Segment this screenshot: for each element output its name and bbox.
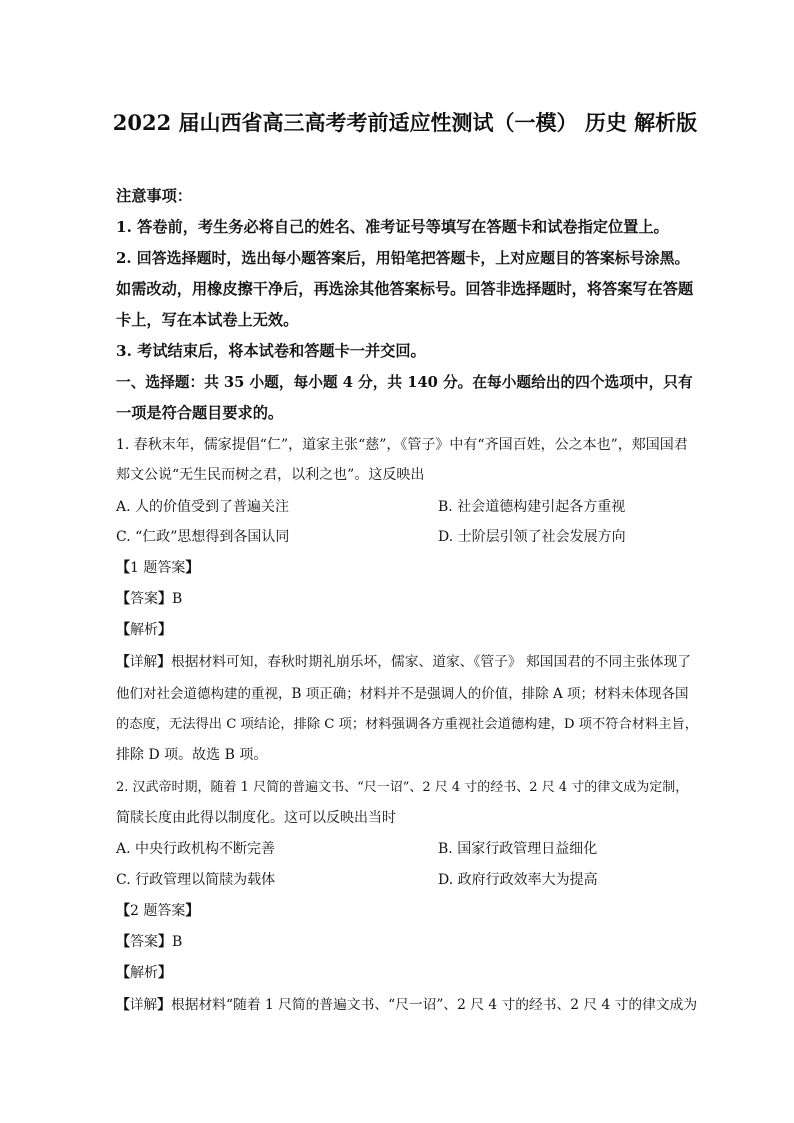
q2-answer: 【答案】B [116,934,183,950]
q1-answer: 【答案】B [116,591,183,607]
q2-stem-line-1: 2. 汉武帝时期，随着 1 尺简的普遍文书、“尺一诏”、2 尺 4 寸的经书、2 尺 4 寸的律文成为定制， [116,780,689,795]
q1-detail-line-1: 【详解】根据材料可知，春秋时期礼崩乐坏，儒家、道家、《管子》 郏国国君的不同主张体现了 [116,654,692,670]
q1-option-c: C. “仁政”思想得到各国认同 [116,529,290,545]
q1-option-b: B. 社会道德构建引起各方重视 [438,499,626,515]
notice-item-1: 1. 答卷前，考生务必将自己的姓名、准考证号等填写在答题卡和试卷指定位置上。 [116,218,669,236]
q1-detail-line-3: 的态度，无法得出 C 项结论，排除 C 项；材料强调各方重视社会道德构建，D 项不符合材料主旨， [116,717,698,732]
notice-item-2-line-3: 卡上，写在本试卷上无效。 [116,311,299,329]
q1-answer-tag: 【1 题答案】 [116,560,200,576]
q2-option-b: B. 国家行政管理日益细化 [438,841,598,857]
q2-option-d: D. 政府行政效率大为提高 [438,872,598,888]
q2-answer-value: B [172,934,183,950]
notice-item-2-line-2: 如需改动，用橡皮擦干净后，再选涂其他答案标号。回答非选择题时，将答案写在答题 [116,280,694,298]
q2-answer-tag: 【2 题答案】 [116,903,200,919]
q1-detail-line-2: 他们对社会道德构建的重视，B 项正确；材料并不是强调人的价值，排除 A 项；材料未体现各国 [116,686,689,702]
q1-option-d: D. 士阶层引领了社会发展方向 [438,529,626,545]
q1-stem-line-2: 郏文公说“无生民而树之君，以利之也”。这反映出 [116,467,425,483]
page-title: 2022 届山西省高三高考考前适应性测试（一模） 历史 解析版 [112,110,698,135]
q2-option-c: C. 行政管理以简牍为载体 [116,872,276,888]
notice-heading: 注意事项： [116,187,192,205]
q1-detail-line-4: 排除 D 项。故选 B 项。 [116,747,268,763]
notice-item-3: 3. 考试结束后，将本试卷和答题卡一并交回。 [116,342,426,360]
section-heading-line-1: 一、选择题：共 35 小题，每小题 4 分，共 140 分。在每小题给出的四个选项中，只有 [116,374,693,391]
q2-detail-line-1: 【详解】根据材料“随着 1 尺简的普遍文书、“尺一诏”、2 尺 4 寸的经书、2 尺 4 寸的律文成为 [116,997,698,1013]
q1-analysis-label: 【解析】 [116,622,172,638]
q2-option-a: A. 中央行政机构不断完善 [116,841,276,857]
q1-stem-line-1: 1. 春秋末年，儒家提倡“仁”，道家主张“慈”，《管子》中有“齐国百姓，公之本也”，郏国国君 [116,437,688,453]
q1-answer-value: B [172,591,183,607]
q1-option-a: A. 人的价值受到了普遍关注 [116,499,290,515]
section-heading-line-2: 一项是符合题目要求的。 [116,404,284,422]
q2-analysis-label: 【解析】 [116,965,172,981]
q2-stem-line-2: 简牍长度由此得以制度化。这可以反映出当时 [116,810,396,826]
notice-item-2-line-1: 2. 回答选择题时，选出每小题答案后，用铅笔把答题卡，上对应题目的答案标号涂黑。 [116,249,690,267]
